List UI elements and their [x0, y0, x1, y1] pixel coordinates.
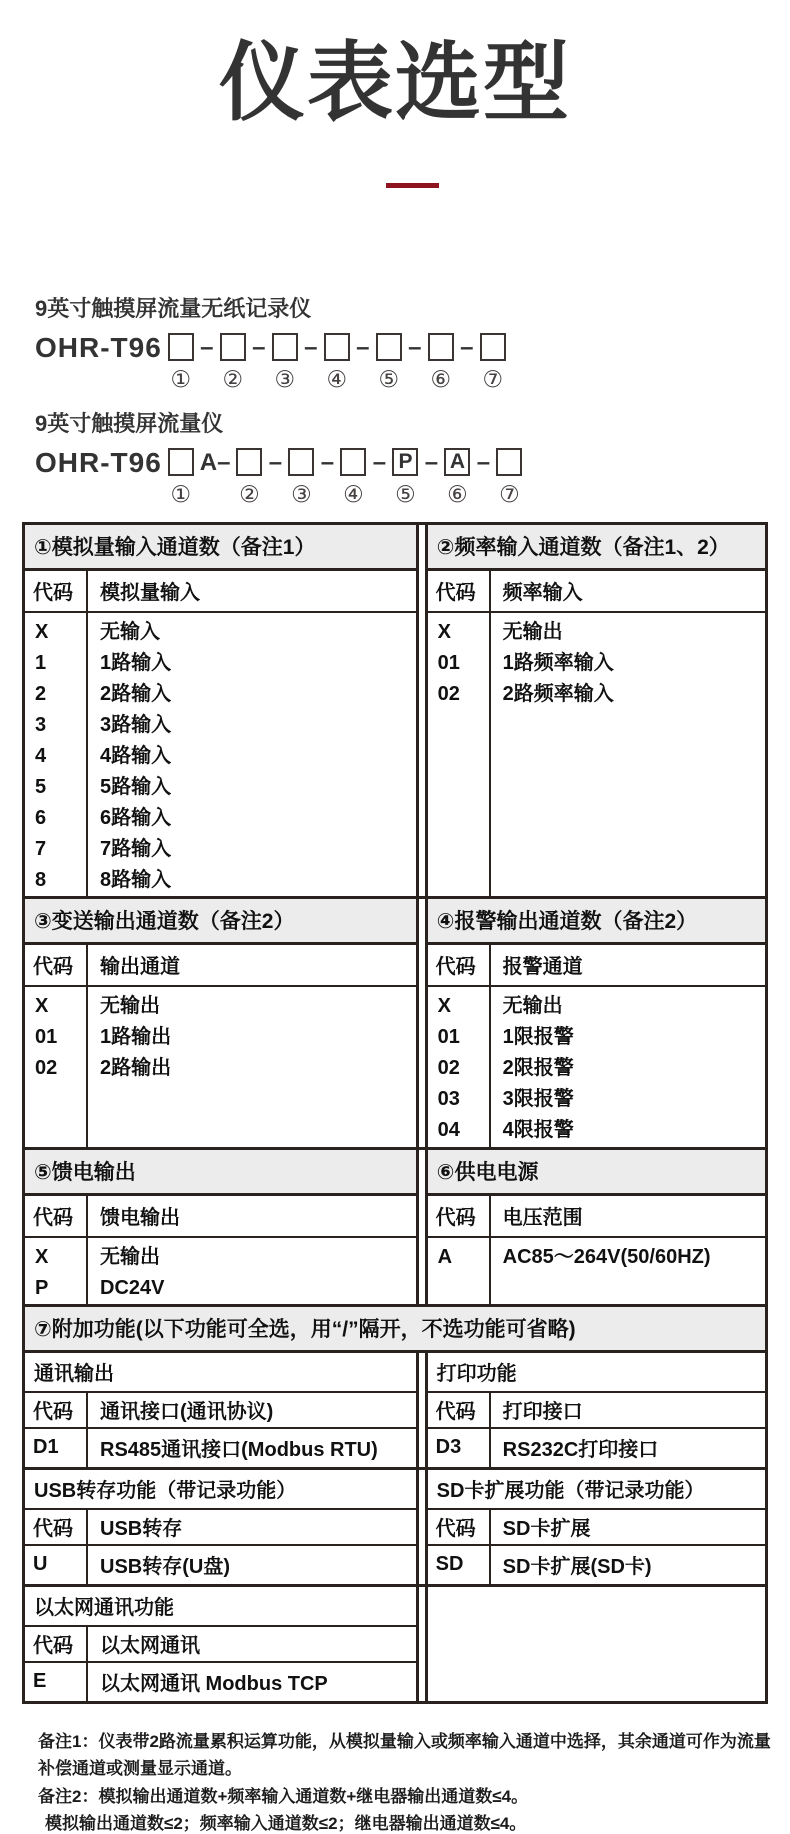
group-usb-storage — [25, 1470, 419, 1584]
section-analog-input — [25, 525, 419, 896]
model-slot-separator — [522, 448, 548, 478]
section-power-supply — [425, 1150, 765, 1304]
desc-cell: 5路输入 — [100, 775, 172, 798]
model-slot-number: ② — [222, 365, 244, 392]
group-header: 打印功能 — [428, 1353, 765, 1393]
code-cell: 8 — [35, 868, 47, 891]
model-slot — [480, 333, 506, 391]
code-cell: 2 — [35, 682, 47, 705]
code-column-header: 代码 — [25, 1627, 88, 1661]
model-code-line — [35, 448, 790, 506]
desc-cell: 无输出 — [502, 620, 563, 643]
code-column — [25, 613, 88, 896]
column-header-row — [25, 571, 416, 613]
code-cell: 6 — [35, 806, 47, 829]
model-slot-box: A — [444, 448, 470, 476]
code-column-header: 代码 — [428, 1196, 491, 1236]
model-slot-number: ⑤ — [395, 480, 416, 507]
model-slot-number: ⑥ — [430, 365, 452, 392]
code-cell: E — [25, 1663, 88, 1701]
group-comm-output — [25, 1353, 419, 1467]
model-slot-separator: – — [252, 333, 266, 361]
data-area — [428, 987, 765, 1147]
code-cell: 02 — [437, 682, 460, 705]
code-column — [428, 613, 491, 896]
option-row — [428, 1429, 765, 1467]
model-prefix: OHR-T96 — [35, 331, 162, 363]
group-header: 以太网通讯功能 — [25, 1587, 416, 1627]
data-area — [25, 987, 416, 1147]
section-header: ⑦附加功能(以下功能可全选，用“/”隔开，不选功能可省略) — [25, 1307, 765, 1350]
model-slot-box — [168, 448, 194, 476]
section-header: ④报警输出通道数（备注2） — [428, 899, 765, 945]
code-column-header: 代码 — [25, 571, 88, 611]
column-header-row — [428, 1196, 765, 1238]
model-slot-separator: – — [200, 333, 214, 361]
column-header-row — [25, 1196, 416, 1238]
section-transmit-output — [25, 899, 419, 1147]
page-title: 仪表选型 — [219, 35, 571, 131]
desc-cell: 2路输出 — [100, 1056, 172, 1079]
desc-cell: USB转存(U盘) — [100, 1556, 230, 1579]
title-underline-accent — [386, 183, 439, 188]
model-slot-number: ④ — [326, 365, 348, 392]
desc-cell: 2限报警 — [502, 1056, 574, 1079]
desc-cell: SD卡扩展(SD卡) — [502, 1556, 652, 1579]
code-column-header: 代码 — [25, 1393, 88, 1427]
code-cell: X — [35, 620, 49, 643]
desc-cell: RS232C打印接口 — [502, 1439, 659, 1462]
desc-cell: 6路输入 — [100, 806, 172, 829]
desc-column — [88, 613, 416, 896]
desc-column — [491, 1238, 765, 1304]
code-cell: 01 — [35, 1025, 58, 1048]
model-slot-separator: A– — [199, 448, 231, 476]
model-slot — [428, 333, 454, 391]
model-slot-separator: – — [268, 448, 283, 476]
model-slot — [324, 333, 350, 391]
model-slot-box — [168, 333, 194, 361]
group-header: SD卡扩展功能（带记录功能） — [428, 1470, 765, 1510]
desc-cell: 2路输入 — [100, 682, 172, 705]
code-cell: X — [35, 994, 49, 1017]
desc-cell: 1路输入 — [100, 651, 172, 674]
code-cell: U — [25, 1546, 88, 1584]
code-cell: X — [437, 994, 452, 1017]
model-slot-separator: – — [424, 448, 439, 476]
section-header: ②频率输入通道数（备注1、2） — [428, 525, 765, 571]
column-header-row — [428, 571, 765, 613]
model-slot-number: ④ — [343, 480, 364, 507]
code-column-header: 代码 — [428, 945, 491, 985]
desc-column-header: 打印接口 — [502, 1401, 583, 1424]
code-cell: 4 — [35, 744, 47, 767]
model-slot-number: ① — [170, 365, 192, 392]
code-column — [25, 1238, 88, 1304]
section-header: ⑥供电电源 — [428, 1150, 765, 1196]
section-header: ⑤馈电输出 — [25, 1150, 416, 1196]
group-sd-expansion — [425, 1470, 765, 1584]
desc-cell: 1限报警 — [502, 1025, 574, 1048]
model-block-recorder — [35, 292, 790, 391]
desc-cell: 7路输入 — [100, 837, 172, 860]
model-prefix: OHR-T96 — [35, 446, 162, 478]
model-slot-box — [480, 333, 506, 361]
group-header: USB转存功能（带记录功能） — [25, 1470, 416, 1510]
section-alarm-output — [425, 899, 765, 1147]
code-cell: P — [35, 1276, 49, 1299]
code-column-header: 代码 — [428, 571, 491, 611]
group-print-function — [425, 1353, 765, 1467]
model-slot — [444, 448, 470, 506]
remarks — [38, 1728, 771, 1834]
model-slot-box: P — [392, 448, 418, 476]
code-cell: 02 — [437, 1056, 460, 1079]
desc-column-header: 电压范围 — [502, 1207, 583, 1230]
data-area — [25, 1238, 416, 1304]
model-label: 9英寸触摸屏流量仪 — [35, 410, 224, 436]
desc-column — [88, 987, 416, 1147]
desc-column-header: 通讯接口(通讯协议) — [100, 1401, 274, 1424]
desc-cell: 无输入 — [100, 620, 160, 643]
band-additional-functions-header — [25, 1304, 765, 1350]
section-header: ③变送输出通道数（备注2） — [25, 899, 416, 945]
code-cell: 01 — [437, 1025, 460, 1048]
band-transmit-alarm — [25, 896, 765, 1147]
band-feed-power — [25, 1147, 765, 1304]
desc-cell: 无输出 — [100, 994, 160, 1017]
model-slot-number: ⑤ — [378, 365, 400, 392]
note-line: 备注2：模拟输出通道数+频率输入通道数+继电器输出通道数≤4。 — [38, 1786, 529, 1806]
desc-cell: 3路输入 — [100, 713, 172, 736]
model-slot-box — [428, 333, 454, 361]
model-slot-number: ① — [170, 480, 192, 507]
column-header-row — [25, 945, 416, 987]
band-ethernet — [25, 1584, 765, 1701]
model-block-flowmeter — [35, 407, 790, 506]
code-column — [428, 987, 491, 1147]
desc-cell: 无输出 — [502, 994, 563, 1017]
section-frequency-input — [425, 525, 765, 896]
desc-cell: 1路频率输入 — [502, 651, 614, 674]
note-line: 备注1：仪表带2路流量累积运算功能，从模拟量输入或频率输入通道中选择，其余通道可作为流量 — [38, 1731, 771, 1751]
model-slot — [496, 448, 522, 506]
model-slot — [220, 333, 246, 391]
code-cell: SD — [428, 1546, 491, 1584]
desc-cell: 3限报警 — [502, 1087, 574, 1110]
data-area — [25, 613, 416, 896]
desc-cell: 1路输出 — [100, 1025, 172, 1048]
code-column-header: 代码 — [428, 1510, 491, 1544]
model-slot-number: ⑦ — [482, 365, 504, 392]
code-cell: 01 — [437, 651, 460, 674]
model-code-line — [35, 333, 790, 391]
model-slot-box — [272, 333, 298, 361]
model-slot-number: ⑦ — [499, 480, 520, 507]
model-slot-separator: – — [476, 448, 491, 476]
desc-column — [88, 1238, 416, 1304]
desc-cell: 4路输入 — [100, 744, 172, 767]
code-cell: 03 — [437, 1087, 460, 1110]
desc-column-header: 报警通道 — [502, 956, 583, 979]
desc-cell: DC24V — [100, 1276, 165, 1299]
model-slot — [376, 333, 402, 391]
column-header-row — [25, 1510, 416, 1546]
code-cell: 7 — [35, 837, 47, 860]
model-slot — [272, 333, 298, 391]
code-cell: 02 — [35, 1056, 58, 1079]
desc-column-header: 馈电输出 — [100, 1207, 180, 1230]
group-ethernet-comm — [25, 1587, 419, 1701]
desc-cell: 8路输入 — [100, 868, 172, 891]
model-slot-separator: – — [372, 448, 387, 476]
model-slot-separator: – — [304, 333, 318, 361]
desc-column-header: 输出通道 — [100, 956, 180, 979]
desc-cell: RS485通讯接口(Modbus RTU) — [100, 1439, 378, 1462]
model-slot — [168, 333, 194, 391]
model-slot-separator: – — [356, 333, 370, 361]
code-column — [25, 987, 88, 1147]
desc-column-header: 模拟量输入 — [100, 582, 200, 605]
option-row — [25, 1663, 416, 1701]
desc-column — [491, 613, 765, 896]
note-line: 补偿通道或测量显示通道。 — [38, 1759, 242, 1779]
code-column-header: 代码 — [25, 945, 88, 985]
model-label: 9英寸触摸屏流量无纸记录仪 — [35, 295, 312, 321]
code-cell: 5 — [35, 775, 47, 798]
group-header: 通讯输出 — [25, 1353, 416, 1393]
note-line: 模拟输出通道数≤2；频率输入通道数≤2；继电器输出通道数≤4。 — [45, 1814, 527, 1834]
desc-column-header: 以太网通讯 — [100, 1635, 200, 1658]
model-slot-box — [496, 448, 522, 476]
code-cell: A — [437, 1245, 453, 1268]
desc-cell: AC85～264V(50/60HZ) — [502, 1245, 711, 1268]
empty-cell — [425, 1587, 765, 1701]
model-slot-box — [220, 333, 246, 361]
model-slot — [340, 448, 366, 506]
model-slot-number: ③ — [274, 365, 296, 392]
band-usb-sd — [25, 1467, 765, 1584]
code-cell: D3 — [428, 1429, 491, 1467]
model-slot-separator: – — [320, 448, 335, 476]
desc-column-header: SD卡扩展 — [502, 1518, 591, 1541]
selection-table — [22, 522, 768, 1704]
desc-cell: 以太网通讯 Modbus TCP — [100, 1673, 328, 1696]
model-slot-box — [376, 333, 402, 361]
code-column-header: 代码 — [25, 1510, 88, 1544]
model-slot-number: ③ — [291, 480, 312, 507]
column-header-row — [25, 1627, 416, 1663]
column-header-row — [25, 1393, 416, 1429]
section-feed-output — [25, 1150, 419, 1304]
option-row — [25, 1429, 416, 1467]
column-header-row — [428, 1510, 765, 1546]
code-cell: 1 — [35, 651, 47, 674]
model-slot-separator: – — [460, 333, 474, 361]
code-column — [428, 1238, 491, 1304]
data-area — [428, 1238, 765, 1304]
model-slot — [392, 448, 418, 506]
option-row — [428, 1546, 765, 1584]
section-header: ①模拟量输入通道数（备注1） — [25, 525, 416, 571]
code-column-header: 代码 — [25, 1196, 88, 1236]
model-slot — [236, 448, 262, 506]
model-slot-separator — [506, 333, 532, 363]
desc-column — [491, 987, 765, 1147]
band-analog-frequency — [25, 525, 765, 896]
desc-column-header: 频率输入 — [502, 582, 583, 605]
model-slot-box — [324, 333, 350, 361]
desc-cell: 4限报警 — [502, 1118, 574, 1141]
desc-cell: 2路频率输入 — [502, 682, 614, 705]
model-slot — [288, 448, 314, 506]
data-area — [428, 613, 765, 896]
model-slot-separator: – — [408, 333, 422, 361]
band-comm-print — [25, 1350, 765, 1467]
model-slot-box — [288, 448, 314, 476]
model-slot-box — [340, 448, 366, 476]
option-row — [25, 1546, 416, 1584]
desc-column-header: USB转存 — [100, 1518, 183, 1541]
model-slot — [168, 448, 194, 506]
model-slot-box — [236, 448, 262, 476]
code-cell: D1 — [25, 1429, 88, 1467]
code-cell: 3 — [35, 713, 47, 736]
model-code-section — [35, 292, 790, 506]
column-header-row — [428, 945, 765, 987]
code-cell: X — [437, 620, 452, 643]
model-slot-number: ⑥ — [447, 480, 468, 507]
model-slot-number: ② — [239, 480, 260, 507]
code-cell: 04 — [437, 1118, 460, 1141]
desc-cell: 无输出 — [100, 1245, 160, 1268]
code-column-header: 代码 — [428, 1393, 491, 1427]
column-header-row — [428, 1393, 765, 1429]
code-cell: X — [35, 1245, 49, 1268]
